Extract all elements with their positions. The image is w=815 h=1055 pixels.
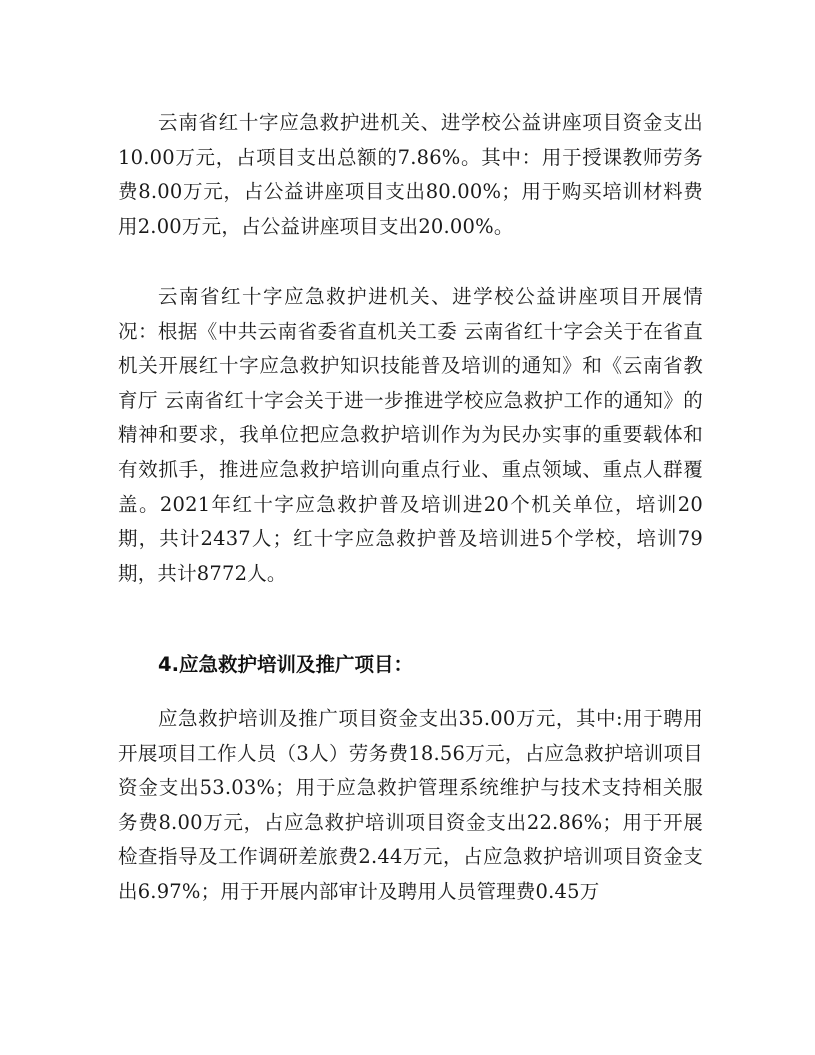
paragraph-lecture-expenditure: 云南省红十字应急救护进机关、进学校公益讲座项目资金支出10.00万元，占项目支出总额的7.86%。其中：用于授课教师劳务费8.00万元，占公益讲座项目支出80.00%；用于购买培训材料费用2.00万元，占公益讲座项目支出20.00%。 bbox=[118, 111, 703, 238]
section-heading-training-project: 4.应急救护培训及推广项目： bbox=[158, 653, 413, 676]
paragraph-training-expenditure: 应急救护培训及推广项目资金支出35.00万元，其中:用于聘用开展项目工作人员（3人）劳务费18.56万元，占应急救护培训项目资金支出53.03%；用于应急救护管理系统维护与技术支持相关服务费8.00万元，占应急救护培训项目资金支出22.86%；用于开展检查指导及工作调研差旅费2.44万元，占应急救护培训项目资金支出6.97%；用于开展内部审计及聘用人员管理费0.45万 bbox=[118, 707, 703, 903]
paragraph-lecture-implementation: 云南省红十字应急救护进机关、进学校公益讲座项目开展情况：根据《中共云南省委省直机关工委 云南省红十字会关于在省直机关开展红十字应急救护知识技能普及培训的通知》和《云南省教育厅 云南省红十字会关于进一步推进学校应急救护工作的通知》的精神和要求，我单位把应急救护培训作为为民办实事的重要载体和有效抓手，推进应急救护培训向重点行业、重点领域、重点人群覆盖。2021年红十字应急救护普及培训进20个机关单位，培训20期，共计2437人；红十字应急救护普及培训进5个学校，培训79期，共计8772人。 bbox=[118, 285, 703, 585]
